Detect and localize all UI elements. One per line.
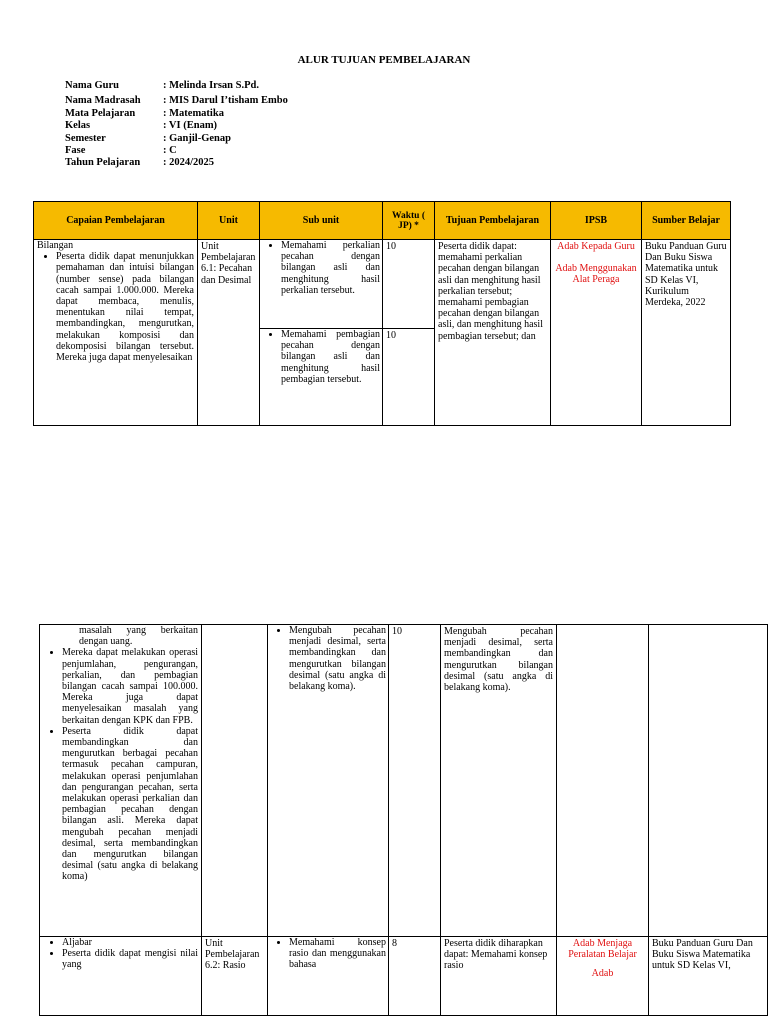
capaian-cell — [34, 240, 198, 426]
info-row-mapel — [65, 108, 288, 120]
info-value: : Ganjil-Genap — [163, 132, 231, 144]
info-row-fase — [65, 145, 288, 157]
capaian-bullet: • Peserta didik dapat menunjukkan pemahaman dan intuisi bilangan (number sense) pada bilangan cacah sampai 1.000.000. Mereka dapat membaca, menulis, menentukan nilai tempat, membandingkan, mengurutkan, melakukan komposisi dan dekomposisi bilangan tersebut. Mereka juga dapat menyelesaikan — [56, 251, 194, 363]
tujuan-cell: Peserta didik dapat: memahami perkalian pecahan dengan bilangan asli dan menghitung hasil perkalian tersebut; memahami pembagian pecahan dengan bilangan asli, dan menghitung hasil pembagian tersebut; dan — [435, 240, 551, 426]
ipsb-cell — [557, 625, 649, 937]
capaian-bullet: • Peserta didik dapat membandingkan dan mengurutkan berbagai pecahan termasuk pecahan campuran, melakukan operasi penjumlahan dan pengurangan pecahan, serta melakukan operasi perkalian dan pembagian pecahan dengan bilangan asli. Mereka dapat mengubah pecahan menjadi desimal, serta membandingkan dan mengurutkan bilangan desimal (satu angka di belakang koma) — [62, 726, 198, 883]
capaian-continued: masalah yang berkaitan dengan uang. — [79, 625, 198, 648]
table-row — [40, 937, 768, 1016]
header-unit: Unit — [198, 202, 260, 240]
info-row-madrasah — [65, 95, 288, 107]
capaian-cell — [40, 625, 202, 937]
atp-table-page-2 — [39, 624, 768, 937]
subunit-cell — [260, 240, 383, 329]
atp-table-page-1 — [33, 201, 731, 426]
ipsb-cell — [557, 937, 649, 1016]
unit-cell: Unit Pembelajaran 6.2: Rasio — [202, 937, 268, 1016]
capaian-bullet: • Mereka dapat melakukan operasi penjumlahan, pengurangan, perkalian, dan pembagian bilangan cacah sampai 100.000. Mereka juga dapat menyelesaikan masalah yang berkaitan dengan KPK dan FPB. — [62, 647, 198, 725]
info-label: Kelas — [65, 120, 91, 132]
info-label: Nama Guru — [65, 80, 119, 91]
subunit-bullet: • Memahami pembagian pecahan dengan bilangan asli dan menghitung hasil pembagian tersebut. — [281, 329, 380, 385]
info-label: Semester — [65, 132, 106, 144]
ipsb-cell — [551, 240, 642, 426]
info-row-semester — [65, 133, 288, 145]
info-label: Mata Pelajaran — [65, 107, 136, 119]
identity-block — [65, 80, 288, 170]
info-value: : C — [163, 144, 177, 156]
header-subunit: Sub unit — [260, 202, 383, 240]
subunit-bullet: • Memahami konsep rasio dan menggunakan bahasa — [289, 937, 386, 971]
info-row-kelas — [65, 120, 288, 132]
subunit-cell — [268, 625, 389, 937]
sumber-cell — [649, 625, 768, 937]
capaian-bullet: • Aljabar — [62, 937, 198, 948]
header-capaian: Capaian Pembelajaran — [34, 202, 198, 240]
waktu-cell: 10 — [383, 329, 435, 426]
subunit-cell — [268, 937, 389, 1016]
header-waktu: Waktu ( JP) * — [383, 202, 435, 240]
tujuan-cell: Mengubah pecahan menjadi desimal, serta membandingkan dan mengurutkan bilangan desimal (satu angka di belakang koma). — [441, 625, 557, 937]
waktu-cell: 10 — [383, 240, 435, 329]
ipsb-item: Adab Menggunakan Alat Peraga — [555, 263, 637, 286]
subunit-bullet: • Mengubah pecahan menjadi desimal, serta membandingkan dan mengurutkan bilangan desimal (satu angka di belakang koma). — [289, 625, 386, 692]
ipsb-item: Adab — [591, 968, 614, 980]
sumber-cell: Buku Panduan Guru Dan Buku Siswa Matematika untuk SD Kelas VI, Kurikulum Merdeka, 2022 — [642, 240, 731, 426]
info-row-tahun — [65, 157, 288, 169]
unit-cell — [202, 625, 268, 937]
tujuan-cell: Peserta didik diharapkan dapat: Memahami konsep rasio — [441, 937, 557, 1016]
header-tujuan: Tujuan Pembelajaran — [435, 202, 551, 240]
unit-cell: Unit Pembelajaran 6.1: Pecahan dan Desimal — [198, 240, 260, 426]
header-ipsb: IPSB — [551, 202, 642, 240]
header-sumber: Sumber Belajar — [642, 202, 731, 240]
table-header-row — [34, 202, 731, 240]
ipsb-item: Adab Menjaga Peralatan Belajar — [568, 938, 637, 961]
capaian-cell — [40, 937, 202, 1016]
waktu-cell: 8 — [389, 937, 441, 1016]
subunit-bullet: • Memahami perkalian pecahan dengan bilangan asli dan menghitung hasil perkalian tersebut. — [281, 240, 380, 296]
ipsb-item: Adab Kepada Guru — [557, 241, 635, 252]
info-value: : VI (Enam) — [163, 120, 218, 132]
atp-table-row-aljabar — [39, 936, 768, 1016]
table-row — [40, 625, 768, 937]
info-value: : MIS Darul I’tisham Embo — [163, 95, 288, 107]
table-row — [34, 240, 731, 329]
subunit-cell — [260, 329, 383, 426]
capaian-bullet: • Peserta didik dapat mengisi nilai yang — [62, 948, 198, 970]
info-label: Fase — [65, 144, 86, 156]
info-value: : Melinda Irsan S.Pd. — [163, 80, 259, 91]
info-label: Nama Madrasah — [65, 95, 141, 107]
waktu-cell: 10 — [389, 625, 441, 937]
sumber-cell: Buku Panduan Guru Dan Buku Siswa Matematika untuk SD Kelas VI, — [649, 937, 768, 1016]
info-value: : 2024/2025 — [163, 157, 215, 169]
info-value: : Matematika — [163, 107, 224, 119]
info-label: Tahun Pelajaran — [65, 157, 141, 169]
capaian-heading: Bilangan — [37, 240, 74, 251]
document-title: ALUR TUJUAN PEMBELAJARAN — [297, 54, 471, 66]
info-row-guru — [65, 80, 288, 92]
